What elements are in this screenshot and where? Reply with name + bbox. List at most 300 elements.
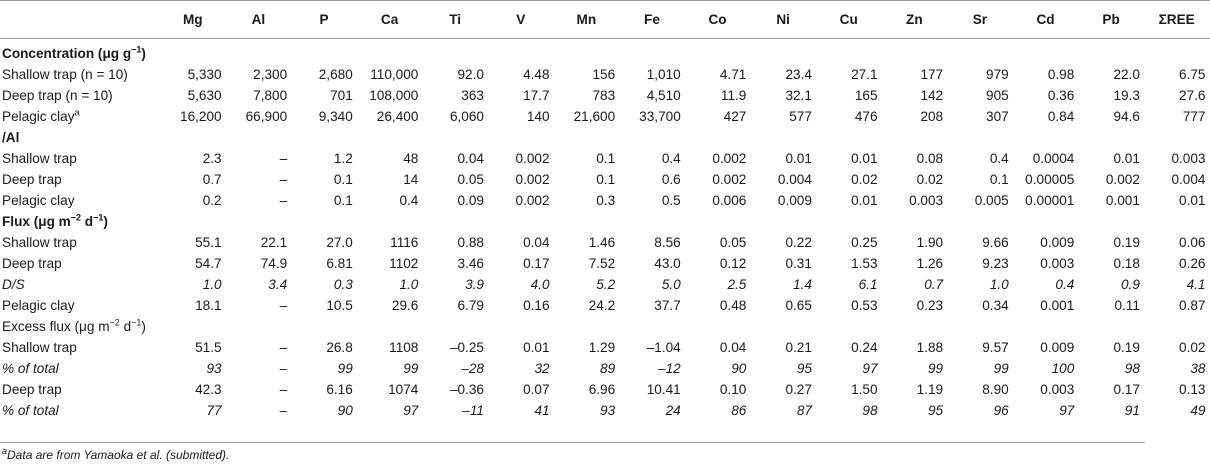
table-cell: 0.02: [1179, 340, 1206, 355]
table-cell: 3.9: [465, 277, 484, 292]
table-cell: 0.4: [989, 151, 1009, 166]
table-cell: 0.53: [851, 298, 878, 313]
row-label-text: Shallow trap: [2, 340, 77, 355]
table-cell: 99: [403, 361, 419, 376]
table-cell: 0.009: [1040, 340, 1075, 355]
table-cell: 0.02: [916, 172, 944, 187]
column-header: Fe: [619, 1, 685, 39]
table-cell: 0.22: [785, 235, 812, 250]
table-cell: 1.0: [202, 277, 222, 292]
table-cell: 0.04: [719, 340, 747, 355]
section-title-text: Concentration (μg g: [2, 46, 132, 61]
table-cell: 2,300: [253, 67, 288, 82]
table-cell: 427: [723, 109, 747, 124]
table-cell: –28: [461, 361, 484, 376]
table-cell: 6.81: [326, 256, 353, 271]
table-cell: 94.6: [1113, 109, 1140, 124]
table-bottom-rule: [0, 442, 1145, 443]
table-cell: 0.06: [1179, 235, 1206, 250]
column-header: Sr: [947, 1, 1013, 39]
table-header-row: [0, 1, 1210, 39]
table-cell: 0.34: [982, 298, 1009, 313]
table-cell: 14: [403, 172, 419, 187]
table-cell: 0.1: [596, 151, 616, 166]
table-cell: 92.0: [457, 67, 484, 82]
table-cell: 0.26: [1179, 256, 1206, 271]
table-cell: 17.7: [523, 88, 550, 103]
table-cell: 0.7: [202, 172, 222, 187]
table-cell: 307: [986, 109, 1009, 124]
table-cell: 0.1: [596, 172, 616, 187]
table-cell: 0.01: [523, 340, 550, 355]
table-cell: 0.0004: [1032, 151, 1075, 166]
table-cell: 177: [920, 67, 944, 82]
footnote-text: Data are from Yamaoka et al. (submitted).: [7, 448, 230, 462]
table-cell: 87: [796, 403, 812, 418]
row-label-text: Deep trap: [2, 382, 62, 397]
table-row: [0, 190, 1210, 211]
table-cell: 0.5: [661, 193, 681, 208]
table-cell: 7.52: [588, 256, 616, 271]
table-cell: 0.05: [457, 172, 484, 187]
table-cell: 90: [337, 403, 353, 418]
table-cell: 0.36: [1047, 88, 1075, 103]
table-cell: 26.8: [326, 340, 353, 355]
row-label: [0, 358, 160, 379]
row-label: [0, 85, 160, 106]
table-cell: 905: [986, 88, 1009, 103]
table-cell: 0.27: [785, 382, 812, 397]
table-cell: 99: [337, 361, 353, 376]
column-header: Mn: [554, 1, 620, 39]
table-cell: 476: [854, 109, 878, 124]
row-label: [0, 400, 160, 421]
row-label: [0, 295, 160, 316]
table-cell: 0.13: [1179, 382, 1206, 397]
row-label: [0, 232, 160, 253]
table-cell: 0.04: [523, 235, 550, 250]
table-cell: 165: [854, 88, 878, 103]
table-cell: 9.57: [982, 340, 1009, 355]
section-title-sup: −1: [131, 44, 142, 55]
table-cell: 0.1: [333, 193, 353, 208]
table-cell: 1.4: [793, 277, 812, 292]
table-cell: 577: [789, 109, 812, 124]
section-title-text: Excess flux (μg m: [2, 319, 110, 334]
table-cell: 0.4: [399, 193, 419, 208]
table-cell: 208: [920, 109, 944, 124]
row-label: [0, 337, 160, 358]
table-cell: 99: [993, 361, 1009, 376]
table-cell: 97: [1059, 403, 1075, 418]
table-cell: 33,700: [639, 109, 681, 124]
row-label-text: Deep trap: [2, 256, 62, 271]
table-cell: 0.02: [851, 172, 878, 187]
section-title-text: Flux (μg m: [2, 214, 71, 229]
table-cell: 0.48: [719, 298, 747, 313]
table-cell: 1.29: [588, 340, 616, 355]
table-cell: 4.0: [530, 277, 550, 292]
table-row: [0, 295, 1210, 316]
table-cell: 1.53: [851, 256, 878, 271]
table-cell: 37.7: [654, 298, 681, 313]
table-footnote: [2, 448, 229, 462]
table-cell: 96: [993, 403, 1009, 418]
table-cell: 6.79: [457, 298, 484, 313]
table-cell: 0.1: [989, 172, 1009, 187]
section-title: [0, 211, 1210, 232]
row-label-text: Deep trap: [2, 172, 62, 187]
table-cell: –: [279, 151, 288, 166]
table-cell: 1.0: [989, 277, 1009, 292]
table-row: [0, 400, 1210, 421]
table-cell: –0.25: [449, 340, 484, 355]
table-cell: 1.46: [588, 235, 616, 250]
table-cell: 9.23: [982, 256, 1009, 271]
table-cell: 0.05: [719, 235, 747, 250]
table-cell: 0.87: [1179, 298, 1206, 313]
table-cell: 5,630: [187, 88, 222, 103]
table-cell: 0.6: [661, 172, 681, 187]
row-label: [0, 169, 160, 190]
table-cell: 7,800: [253, 88, 288, 103]
table-cell: 0.18: [1113, 256, 1140, 271]
section-title: [0, 39, 1210, 65]
table-cell: 4.1: [1186, 277, 1206, 292]
row-label-sup: a: [74, 107, 80, 118]
table-cell: –: [279, 340, 288, 355]
table-cell: 0.19: [1113, 340, 1140, 355]
section-title-end: ): [103, 214, 108, 229]
table-cell: 23.4: [785, 67, 812, 82]
table-row: [0, 379, 1210, 400]
table-cell: 1,010: [646, 67, 681, 82]
table-cell: 0.01: [785, 151, 812, 166]
table-cell: 95: [796, 361, 812, 376]
section-title-mid: d: [81, 214, 94, 229]
section-header-row: [0, 316, 1210, 337]
table-cell: 1116: [390, 235, 419, 250]
table-cell: 32: [534, 361, 550, 376]
table-cell: 77: [206, 403, 222, 418]
table-cell: 0.2: [202, 193, 222, 208]
table-cell: 91: [1124, 403, 1140, 418]
table-cell: 0.23: [916, 298, 944, 313]
table-cell: 93: [600, 403, 616, 418]
table-cell: 11.9: [720, 88, 747, 103]
table-cell: 100: [1051, 361, 1075, 376]
table-cell: 979: [986, 67, 1009, 82]
row-label-text: Pelagic clay: [2, 298, 75, 313]
table-cell: 0.65: [785, 298, 812, 313]
table-cell: 1.26: [916, 256, 944, 271]
table-cell: 142: [920, 88, 944, 103]
table-cell: 777: [1182, 109, 1206, 124]
table-cell: 99: [928, 361, 944, 376]
table-cell: 0.84: [1047, 109, 1075, 124]
column-header: V: [488, 1, 554, 39]
table-cell: 0.25: [851, 235, 878, 250]
table-cell: 66,900: [245, 109, 288, 124]
table-row: [0, 148, 1210, 169]
table-cell: 1.19: [916, 382, 944, 397]
column-header: Ni: [750, 1, 816, 39]
table-cell: 97: [403, 403, 419, 418]
table-cell: 0.002: [712, 151, 747, 166]
table-cell: 0.7: [924, 277, 944, 292]
column-header: ΣREE: [1144, 1, 1210, 39]
table-cell: 8.56: [654, 235, 681, 250]
table-cell: 51.5: [195, 340, 222, 355]
row-label: [0, 274, 160, 295]
table-cell: –12: [658, 361, 681, 376]
table-cell: 108,000: [369, 88, 419, 103]
table-cell: 1.2: [333, 151, 353, 166]
table-cell: 90: [731, 361, 747, 376]
table-cell: 0.24: [851, 340, 878, 355]
table-cell: 4.48: [523, 67, 550, 82]
table-cell: 54.7: [195, 256, 222, 271]
table-cell: 1074: [388, 382, 419, 397]
table-cell: 0.98: [1047, 67, 1075, 82]
row-label-text: Deep trap (n = 10): [2, 88, 113, 103]
row-label: [0, 64, 160, 85]
table-cell: 24.2: [588, 298, 616, 313]
table-cell: 32.1: [785, 88, 812, 103]
table-cell: 0.006: [712, 193, 747, 208]
table-cell: 98: [1124, 361, 1140, 376]
table-row: [0, 274, 1210, 295]
table-cell: 74.9: [260, 256, 288, 271]
table-cell: 38: [1190, 361, 1206, 376]
table-cell: –: [279, 382, 288, 397]
table-cell: 22.1: [260, 235, 288, 250]
row-label-text: Shallow trap (n = 10): [2, 67, 128, 82]
row-label: [0, 106, 160, 127]
table-cell: 10.5: [326, 298, 353, 313]
table-cell: 6.16: [326, 382, 353, 397]
table-cell: 0.09: [457, 193, 484, 208]
section-title-text: /Al: [2, 130, 20, 145]
table-cell: 0.004: [777, 172, 812, 187]
table-cell: 10.41: [646, 382, 681, 397]
header-corner-cell: [0, 1, 160, 39]
footnote-marker: a: [2, 446, 8, 456]
table-row: [0, 358, 1210, 379]
table-cell: 6,060: [449, 109, 484, 124]
table-cell: 0.16: [523, 298, 550, 313]
table-cell: –11: [462, 403, 484, 418]
table-cell: 0.07: [523, 382, 550, 397]
table-cell: 26,400: [376, 109, 419, 124]
table-cell: 110,000: [370, 67, 419, 82]
table-cell: 1.50: [851, 382, 878, 397]
table-cell: 0.19: [1113, 235, 1140, 250]
table-row: [0, 169, 1210, 190]
table-cell: 0.002: [515, 151, 550, 166]
table-cell: 0.009: [777, 193, 812, 208]
table-cell: 19.3: [1113, 88, 1140, 103]
row-label-text: Shallow trap: [2, 151, 77, 166]
table-cell: 0.4: [1055, 277, 1075, 292]
section-title-sup2: −1: [131, 317, 142, 328]
table-cell: 701: [330, 88, 353, 103]
section-title-sup2: −1: [93, 212, 104, 223]
column-header: Ti: [422, 1, 488, 39]
table-cell: 41: [534, 403, 550, 418]
table-cell: 0.003: [1171, 151, 1206, 166]
section-title-mid: d: [119, 319, 132, 334]
table-cell: 0.01: [1113, 151, 1140, 166]
table-cell: 0.31: [785, 256, 812, 271]
section-header-row: [0, 211, 1210, 232]
section-title: [0, 127, 1210, 148]
table-cell: 43.0: [654, 256, 681, 271]
table-cell: 93: [206, 361, 222, 376]
table-cell: 0.88: [457, 235, 484, 250]
row-label: [0, 379, 160, 400]
table-cell: 98: [862, 403, 878, 418]
column-header: Al: [226, 1, 292, 39]
table-cell: 0.009: [1040, 235, 1075, 250]
table-cell: 4,510: [646, 88, 681, 103]
table-cell: 0.9: [1121, 277, 1140, 292]
column-header: Co: [685, 1, 751, 39]
section-title: [0, 316, 1210, 337]
table-cell: 0.00001: [1025, 193, 1075, 208]
section-title-sup: −2: [109, 317, 120, 328]
table-cell: 8.90: [982, 382, 1009, 397]
table-cell: 9.66: [982, 235, 1009, 250]
table-cell: 0.001: [1040, 298, 1075, 313]
table-cell: 3.46: [457, 256, 484, 271]
table-cell: 6.75: [1179, 67, 1206, 82]
table-cell: 1.0: [399, 277, 419, 292]
table-cell: 22.0: [1113, 67, 1140, 82]
table-cell: 1108: [389, 340, 419, 355]
row-label-text: Shallow trap: [2, 235, 77, 250]
column-header: Cd: [1013, 1, 1079, 39]
table-cell: 0.01: [1179, 193, 1206, 208]
section-header-row: [0, 39, 1210, 65]
table-cell: –: [279, 298, 288, 313]
table-cell: 0.04: [457, 151, 484, 166]
table-cell: 49: [1190, 403, 1206, 418]
column-header: Zn: [882, 1, 948, 39]
row-label-text: % of total: [2, 361, 59, 376]
table-cell: 1.90: [916, 235, 944, 250]
table-row: [0, 106, 1210, 127]
table-cell: 6.1: [858, 277, 878, 292]
table-cell: 86: [731, 403, 747, 418]
table-cell: 27.0: [326, 235, 353, 250]
table-cell: 3.4: [268, 277, 288, 292]
table-cell: 0.3: [596, 193, 616, 208]
row-label-text: Pelagic clay: [2, 109, 75, 124]
table-cell: 0.003: [1040, 382, 1075, 397]
table-cell: 27.1: [851, 67, 878, 82]
section-title-sup: −2: [70, 212, 81, 223]
column-header: Ca: [357, 1, 423, 39]
table-row: [0, 337, 1210, 358]
table-cell: 0.1: [333, 172, 353, 187]
table-cell: 0.003: [1040, 256, 1075, 271]
table-cell: 0.17: [523, 256, 550, 271]
table-cell: 0.11: [1114, 298, 1140, 313]
table-cell: –: [279, 403, 288, 418]
section-title-end: ): [141, 319, 146, 334]
table-cell: 0.21: [785, 340, 812, 355]
table-cell: 363: [461, 88, 484, 103]
table-cell: 48: [403, 151, 419, 166]
row-label-text: % of total: [2, 403, 59, 418]
table-cell: 0.00005: [1025, 172, 1075, 187]
table-cell: 2.5: [727, 277, 747, 292]
table-cell: 0.3: [333, 277, 353, 292]
section-title-end: ): [141, 46, 146, 61]
section-header-row: [0, 127, 1210, 148]
table-cell: 2.3: [202, 151, 222, 166]
table-row: [0, 232, 1210, 253]
table-cell: –: [279, 193, 288, 208]
table-row: [0, 64, 1210, 85]
column-header: Cu: [816, 1, 882, 39]
table-cell: 0.12: [719, 256, 747, 271]
table-cell: 21,600: [573, 109, 616, 124]
table-cell: 0.17: [1113, 382, 1140, 397]
row-label: [0, 148, 160, 169]
row-label: [0, 190, 160, 211]
table-cell: –0.36: [449, 382, 484, 397]
table-cell: 0.004: [1171, 172, 1206, 187]
table-cell: 5.0: [661, 277, 681, 292]
column-header: P: [291, 1, 357, 39]
column-header: Mg: [160, 1, 226, 39]
table-cell: 5,330: [187, 67, 222, 82]
table-cell: 1102: [389, 256, 419, 271]
table-cell: 0.002: [1105, 172, 1140, 187]
table-cell: 0.4: [661, 151, 681, 166]
table-cell: 18.1: [195, 298, 222, 313]
table-cell: 0.002: [515, 193, 550, 208]
table-cell: 0.001: [1105, 193, 1140, 208]
table-cell: 89: [600, 361, 616, 376]
table-cell: 95: [928, 403, 944, 418]
table-cell: 29.6: [391, 298, 419, 313]
row-label-text: Pelagic clay: [2, 193, 75, 208]
table-cell: 24: [665, 403, 681, 418]
table-cell: –: [279, 361, 288, 376]
table-cell: 0.01: [851, 193, 878, 208]
table-cell: 6.96: [588, 382, 616, 397]
table-cell: 97: [862, 361, 878, 376]
table-cell: 55.1: [195, 235, 222, 250]
table-row: [0, 253, 1210, 274]
table-cell: 0.10: [719, 382, 747, 397]
table-cell: 0.01: [851, 151, 878, 166]
table-cell: 1.88: [916, 340, 944, 355]
table-cell: 9,340: [318, 109, 353, 124]
table-cell: 0.005: [974, 193, 1009, 208]
table-row: [0, 85, 1210, 106]
table-cell: –: [279, 172, 288, 187]
table-cell: 140: [526, 109, 550, 124]
table-cell: 16,200: [180, 109, 222, 124]
table-cell: 4.71: [719, 67, 747, 82]
table-cell: –1.04: [646, 340, 681, 355]
table-cell: 0.002: [712, 172, 747, 187]
table-cell: 0.002: [515, 172, 550, 187]
